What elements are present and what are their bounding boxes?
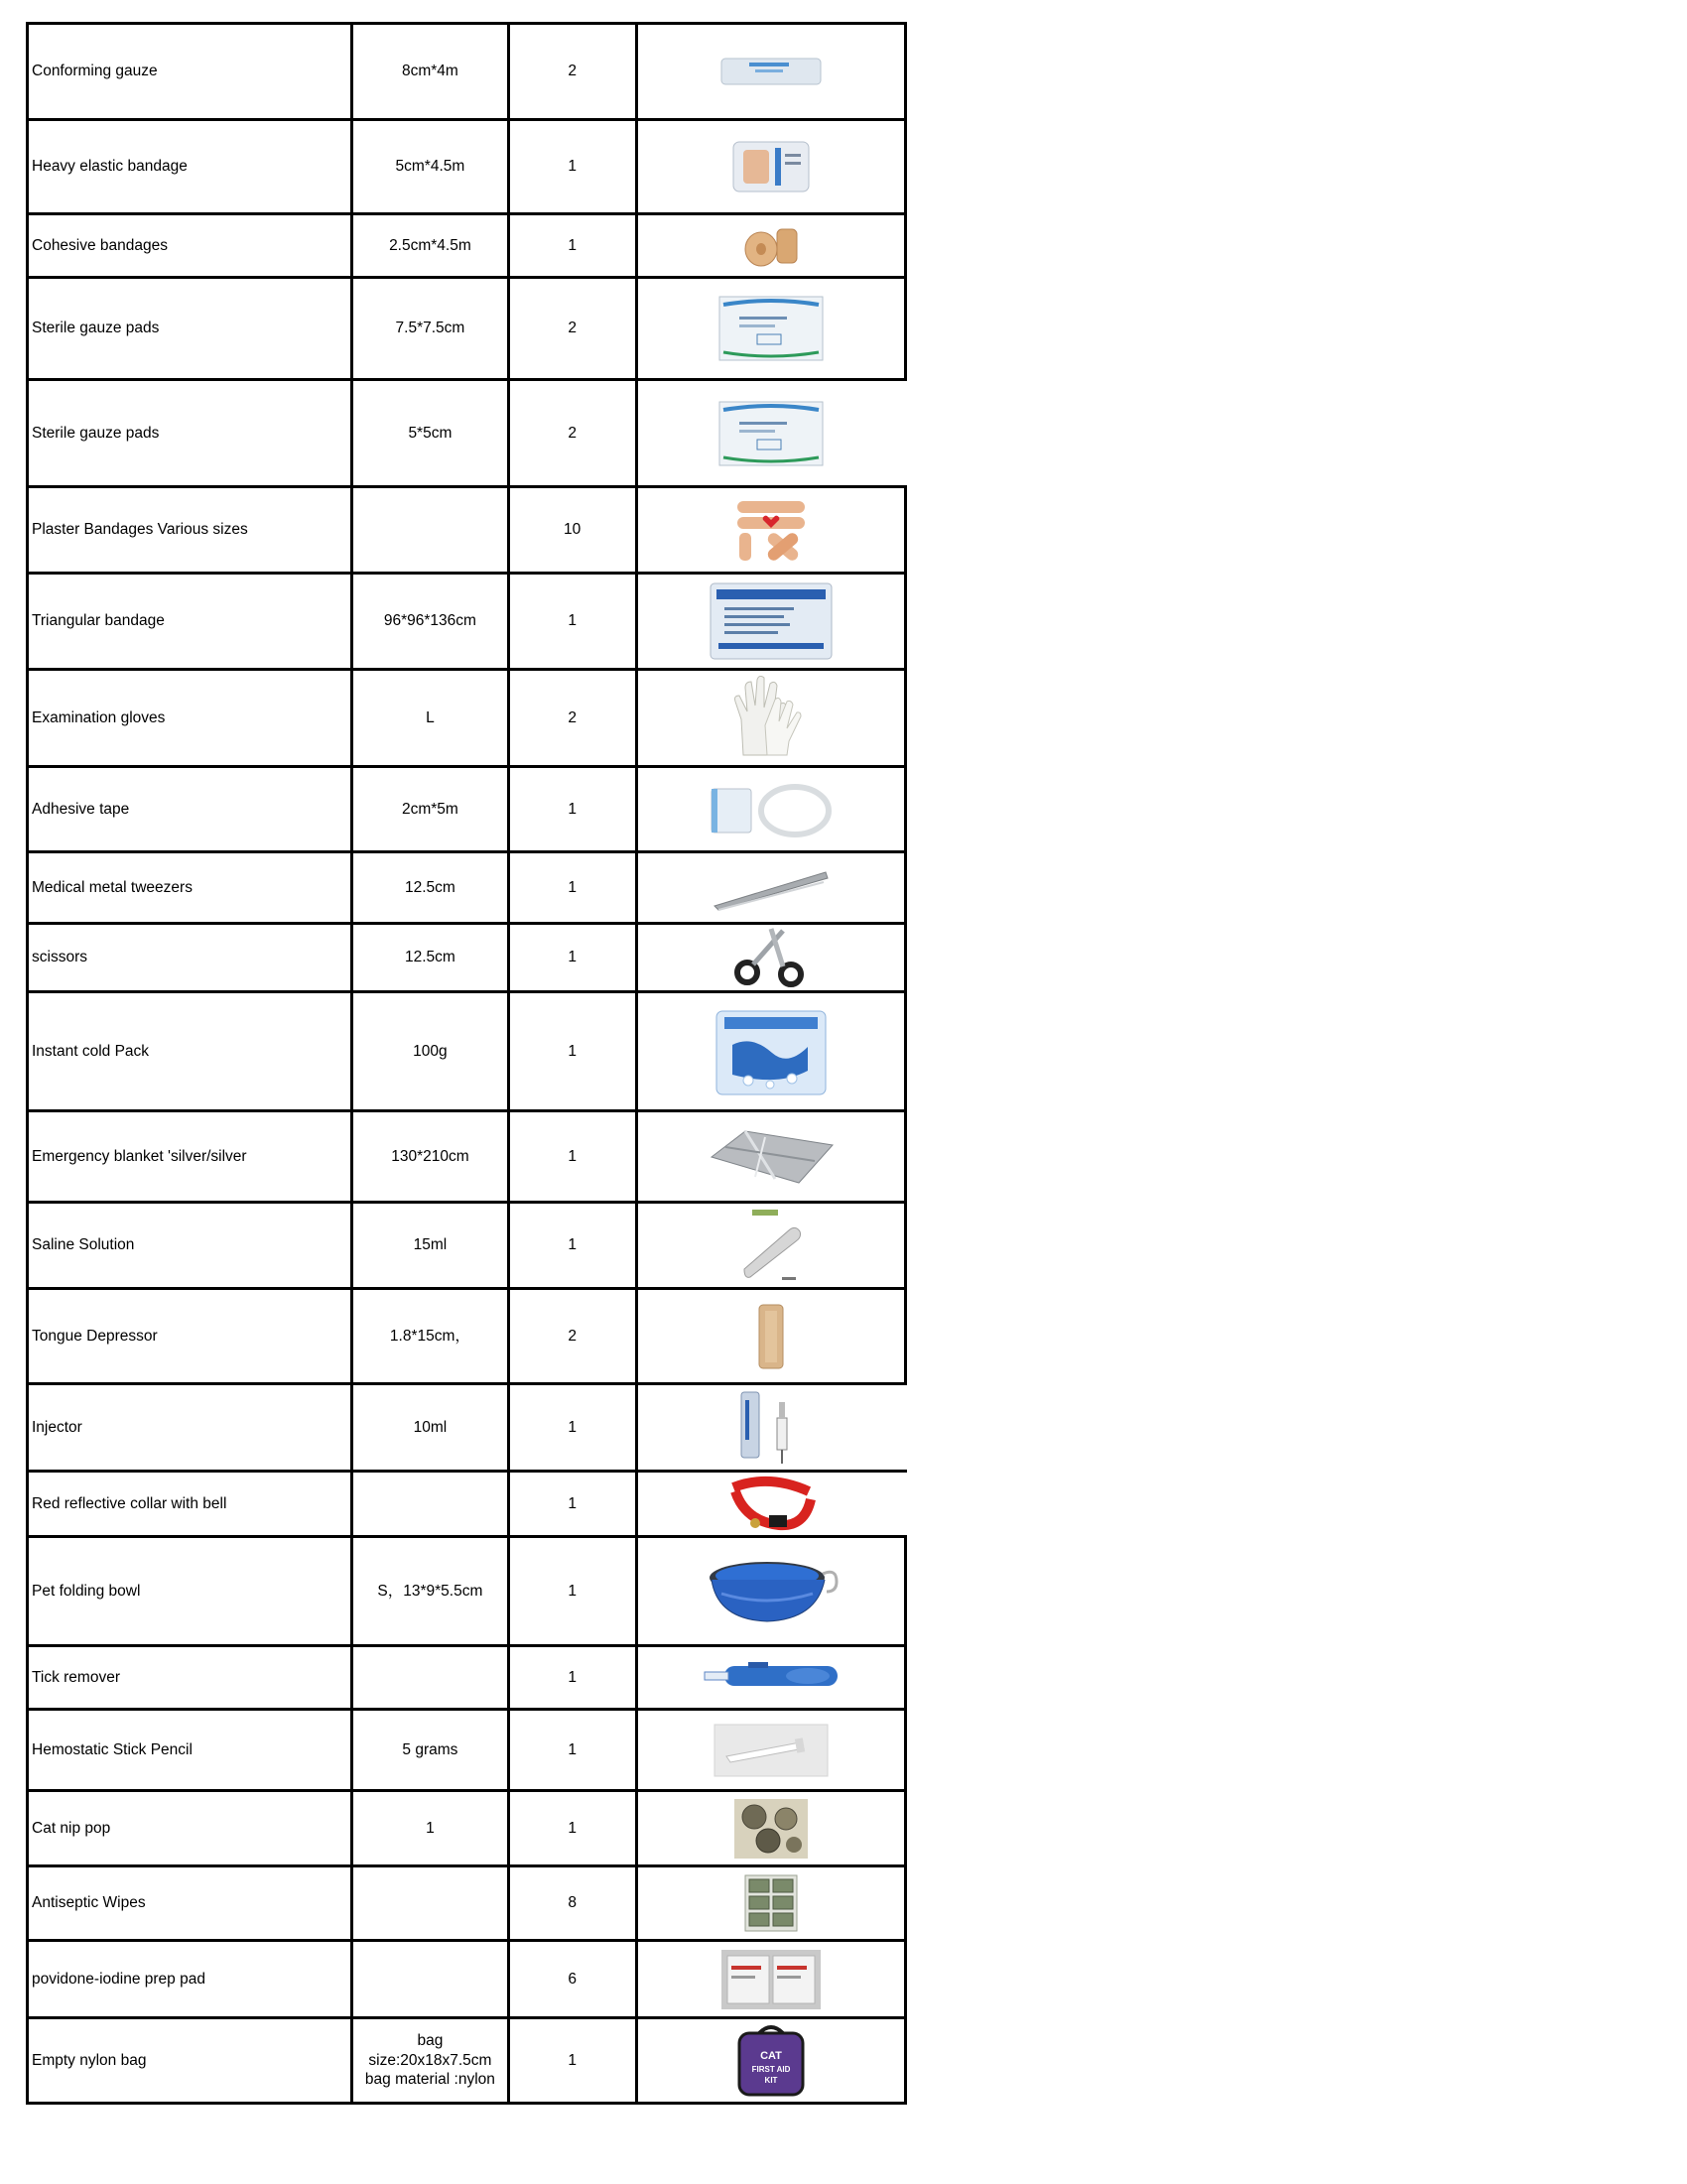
first-aid-bag-icon — [733, 2023, 809, 2099]
item-spec: 8cm*4m — [352, 24, 508, 120]
item-quantity: 1 — [508, 852, 636, 924]
kit-contents-body — [28, 24, 906, 2104]
table-row — [28, 1537, 906, 1646]
item-name: Medical metal tweezers — [28, 852, 352, 924]
elastic-bandage-icon — [729, 138, 813, 195]
item-spec-line: bag — [417, 2032, 444, 2050]
antiseptic-wipes-icon — [743, 1873, 799, 1933]
item-image — [636, 1111, 905, 1203]
item-name: Tick remover — [28, 1646, 352, 1710]
item-quantity: 1 — [508, 1203, 636, 1289]
gauze-pad-icon — [717, 295, 825, 362]
item-name: povidone-iodine prep pad — [28, 1941, 352, 2018]
item-spec — [352, 1941, 508, 2018]
item-name: Sterile gauze pads — [28, 380, 352, 487]
item-quantity: 1 — [508, 214, 636, 278]
item-image — [636, 214, 905, 278]
item-image — [636, 924, 905, 992]
table-row — [28, 1866, 906, 1941]
item-image — [636, 1203, 905, 1289]
table-row — [28, 1791, 906, 1866]
plaster-bandage-icon — [731, 497, 811, 563]
item-name: Cohesive bandages — [28, 214, 352, 278]
item-spec — [352, 1472, 508, 1537]
item-name: Saline Solution — [28, 1203, 352, 1289]
item-image — [636, 670, 905, 767]
item-image — [636, 487, 905, 574]
item-spec: S，13*9*5.5cm — [352, 1537, 508, 1646]
triangular-bandage-icon — [709, 581, 834, 661]
item-spec: 96*96*136cm — [352, 574, 508, 670]
item-image — [636, 1941, 905, 2018]
table-row — [28, 2018, 906, 2104]
item-quantity: 1 — [508, 767, 636, 852]
item-quantity: 6 — [508, 1941, 636, 2018]
catnip-icon — [732, 1797, 810, 1861]
table-row — [28, 852, 906, 924]
item-image — [636, 120, 905, 214]
item-name: Conforming gauze — [28, 24, 352, 120]
item-quantity: 2 — [508, 380, 636, 487]
table-row — [28, 574, 906, 670]
item-spec: 15ml — [352, 1203, 508, 1289]
item-quantity: 2 — [508, 670, 636, 767]
scissors-icon — [731, 925, 811, 990]
gauze-pad-icon — [717, 400, 825, 467]
item-image — [636, 1537, 905, 1646]
item-name: Adhesive tape — [28, 767, 352, 852]
item-image — [636, 2018, 905, 2104]
first-aid-kit-sheet — [26, 22, 907, 2105]
item-image — [636, 278, 905, 380]
item-spec — [352, 1866, 508, 1941]
item-name: Pet folding bowl — [28, 1537, 352, 1646]
adhesive-tape-icon — [708, 781, 835, 838]
item-spec — [352, 2018, 508, 2104]
item-quantity: 1 — [508, 574, 636, 670]
tweezers-icon — [709, 864, 834, 912]
table-row — [28, 487, 906, 574]
bag-label-1: CAT — [759, 2049, 782, 2062]
item-quantity: 2 — [508, 24, 636, 120]
item-quantity: 1 — [508, 992, 636, 1111]
table-row — [28, 1941, 906, 2018]
item-spec: 12.5cm — [352, 852, 508, 924]
item-name: Triangular bandage — [28, 574, 352, 670]
item-spec: 5 grams — [352, 1710, 508, 1791]
table-row — [28, 924, 906, 992]
item-image — [636, 852, 905, 924]
item-name: Hemostatic Stick Pencil — [28, 1710, 352, 1791]
item-quantity: 1 — [508, 1646, 636, 1710]
table-row — [28, 1646, 906, 1710]
table-row — [28, 1384, 906, 1472]
table-row — [28, 278, 906, 380]
item-quantity: 1 — [508, 1384, 636, 1472]
tongue-depressor-icon — [751, 1301, 791, 1372]
item-name: Injector — [28, 1384, 352, 1472]
item-image — [636, 1472, 905, 1537]
item-spec: 2cm*5m — [352, 767, 508, 852]
item-quantity: 1 — [508, 120, 636, 214]
item-name: Heavy elastic bandage — [28, 120, 352, 214]
tick-remover-icon — [697, 1656, 845, 1700]
styptic-pencil-icon — [713, 1723, 830, 1778]
item-name: Cat nip pop — [28, 1791, 352, 1866]
table-row — [28, 1111, 906, 1203]
item-image — [636, 767, 905, 852]
item-spec: 12.5cm — [352, 924, 508, 992]
item-spec: 2.5cm*4.5m — [352, 214, 508, 278]
item-name: Antiseptic Wipes — [28, 1866, 352, 1941]
item-spec-line: size:20x18x7.5cm — [368, 2051, 492, 2069]
item-spec: 1 — [352, 1791, 508, 1866]
item-quantity: 8 — [508, 1866, 636, 1941]
item-image — [636, 1646, 905, 1710]
item-spec: 100g — [352, 992, 508, 1111]
folding-bowl-icon — [702, 1552, 841, 1631]
item-spec: L — [352, 670, 508, 767]
item-quantity: 10 — [508, 487, 636, 574]
item-image — [636, 380, 905, 487]
item-quantity: 1 — [508, 1111, 636, 1203]
table-row — [28, 120, 906, 214]
item-name: scissors — [28, 924, 352, 992]
item-spec — [352, 1646, 508, 1710]
bag-label-2: FIRST AID — [751, 2064, 791, 2074]
item-quantity: 2 — [508, 278, 636, 380]
gauze-roll-icon — [719, 55, 823, 88]
gloves-icon — [731, 676, 811, 761]
item-spec: 10ml — [352, 1384, 508, 1472]
item-name: Sterile gauze pads — [28, 278, 352, 380]
item-image — [636, 24, 905, 120]
table-row — [28, 1472, 906, 1537]
table-row — [28, 214, 906, 278]
saline-icon — [726, 1204, 816, 1287]
item-image — [636, 992, 905, 1111]
table-row — [28, 670, 906, 767]
cold-pack-icon — [713, 1005, 830, 1098]
item-spec: 5cm*4.5m — [352, 120, 508, 214]
item-image — [636, 1791, 905, 1866]
item-image — [636, 1866, 905, 1941]
syringe-icon — [729, 1388, 813, 1468]
item-name: Red reflective collar with bell — [28, 1472, 352, 1537]
item-spec: 130*210cm — [352, 1111, 508, 1203]
iodine-pad-icon — [719, 1948, 823, 2011]
item-name: Examination gloves — [28, 670, 352, 767]
item-quantity: 1 — [508, 1472, 636, 1537]
item-quantity: 1 — [508, 1791, 636, 1866]
item-image — [636, 1384, 905, 1472]
table-row — [28, 24, 906, 120]
collar-icon — [725, 1474, 817, 1535]
item-quantity: 1 — [508, 924, 636, 992]
item-image — [636, 574, 905, 670]
table-row — [28, 1710, 906, 1791]
item-spec — [352, 487, 508, 574]
item-quantity: 1 — [508, 1710, 636, 1791]
item-quantity: 1 — [508, 2018, 636, 2104]
kit-contents-table — [26, 22, 907, 2105]
item-spec: 1.8*15cm， — [352, 1289, 508, 1384]
emergency-blanket-icon — [706, 1127, 837, 1187]
item-name: Emergency blanket 'silver/silver — [28, 1111, 352, 1203]
item-image — [636, 1289, 905, 1384]
cohesive-bandage-icon — [739, 223, 803, 269]
item-name: Empty nylon bag — [28, 2018, 352, 2104]
item-name: Instant cold Pack — [28, 992, 352, 1111]
table-row — [28, 767, 906, 852]
item-name: Tongue Depressor — [28, 1289, 352, 1384]
table-row — [28, 992, 906, 1111]
item-quantity: 1 — [508, 1537, 636, 1646]
item-name: Plaster Bandages Various sizes — [28, 487, 352, 574]
bag-label-3: KIT — [764, 2075, 778, 2085]
table-row — [28, 380, 906, 487]
item-spec: 5*5cm — [352, 380, 508, 487]
item-image — [636, 1710, 905, 1791]
table-row — [28, 1289, 906, 1384]
item-spec: 7.5*7.5cm — [352, 278, 508, 380]
item-quantity: 2 — [508, 1289, 636, 1384]
table-row — [28, 1203, 906, 1289]
item-spec-line: bag material :nylon — [364, 2071, 495, 2089]
